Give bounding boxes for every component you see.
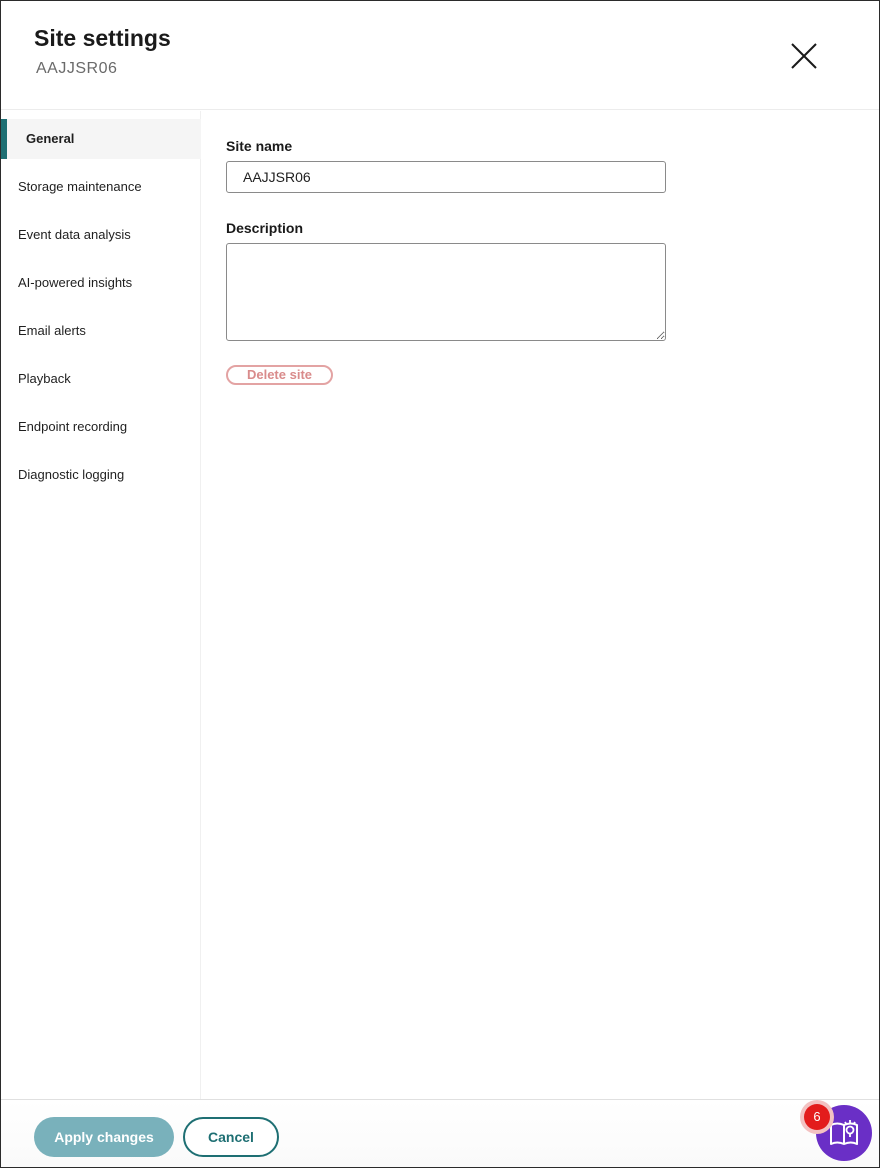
- sidebar-item-email-alerts[interactable]: [1, 311, 201, 351]
- sidebar-item-ai-powered-insights[interactable]: [1, 263, 201, 303]
- dialog-header: [1, 1, 879, 110]
- sidebar-item-label: Diagnostic logging: [18, 467, 125, 482]
- description-textarea[interactable]: [226, 243, 666, 341]
- sidebar-item-event-data-analysis[interactable]: [1, 215, 201, 255]
- notification-count: 6: [804, 1104, 830, 1130]
- sidebar-item-storage-maintenance[interactable]: [1, 167, 201, 207]
- sidebar-item-label: AI-powered insights: [18, 275, 133, 290]
- sidebar-item-endpoint-recording[interactable]: [1, 407, 201, 447]
- sidebar-item-label: Playback: [18, 371, 71, 386]
- general-settings-panel: [202, 111, 879, 1099]
- description-label: Description: [226, 220, 304, 236]
- sidebar-item-general[interactable]: [1, 119, 201, 159]
- site-name-label: Site name: [226, 138, 293, 154]
- sidebar-item-label: Email alerts: [18, 323, 86, 338]
- sidebar-item-label: Endpoint recording: [18, 419, 128, 434]
- notification-badge[interactable]: [800, 1100, 834, 1134]
- page-title: Site settings: [34, 25, 171, 51]
- dialog-footer: [1, 1099, 879, 1167]
- sidebar-item-label: General: [26, 131, 75, 146]
- site-id-subtitle: AAJJSR06: [36, 60, 118, 77]
- sidebar-item-label: Storage maintenance: [18, 179, 142, 194]
- sidebar-item-playback[interactable]: [1, 359, 201, 399]
- close-button[interactable]: [787, 39, 821, 73]
- cancel-button[interactable]: Cancel: [183, 1117, 279, 1157]
- sidebar-item-diagnostic-logging[interactable]: [1, 455, 201, 495]
- site-name-input[interactable]: [226, 161, 666, 193]
- close-icon: [787, 39, 821, 73]
- sidebar-item-label: Event data analysis: [18, 227, 131, 242]
- settings-sidebar: [1, 111, 201, 1099]
- apply-changes-button[interactable]: Apply changes: [34, 1117, 174, 1157]
- delete-site-button[interactable]: Delete site: [226, 365, 333, 385]
